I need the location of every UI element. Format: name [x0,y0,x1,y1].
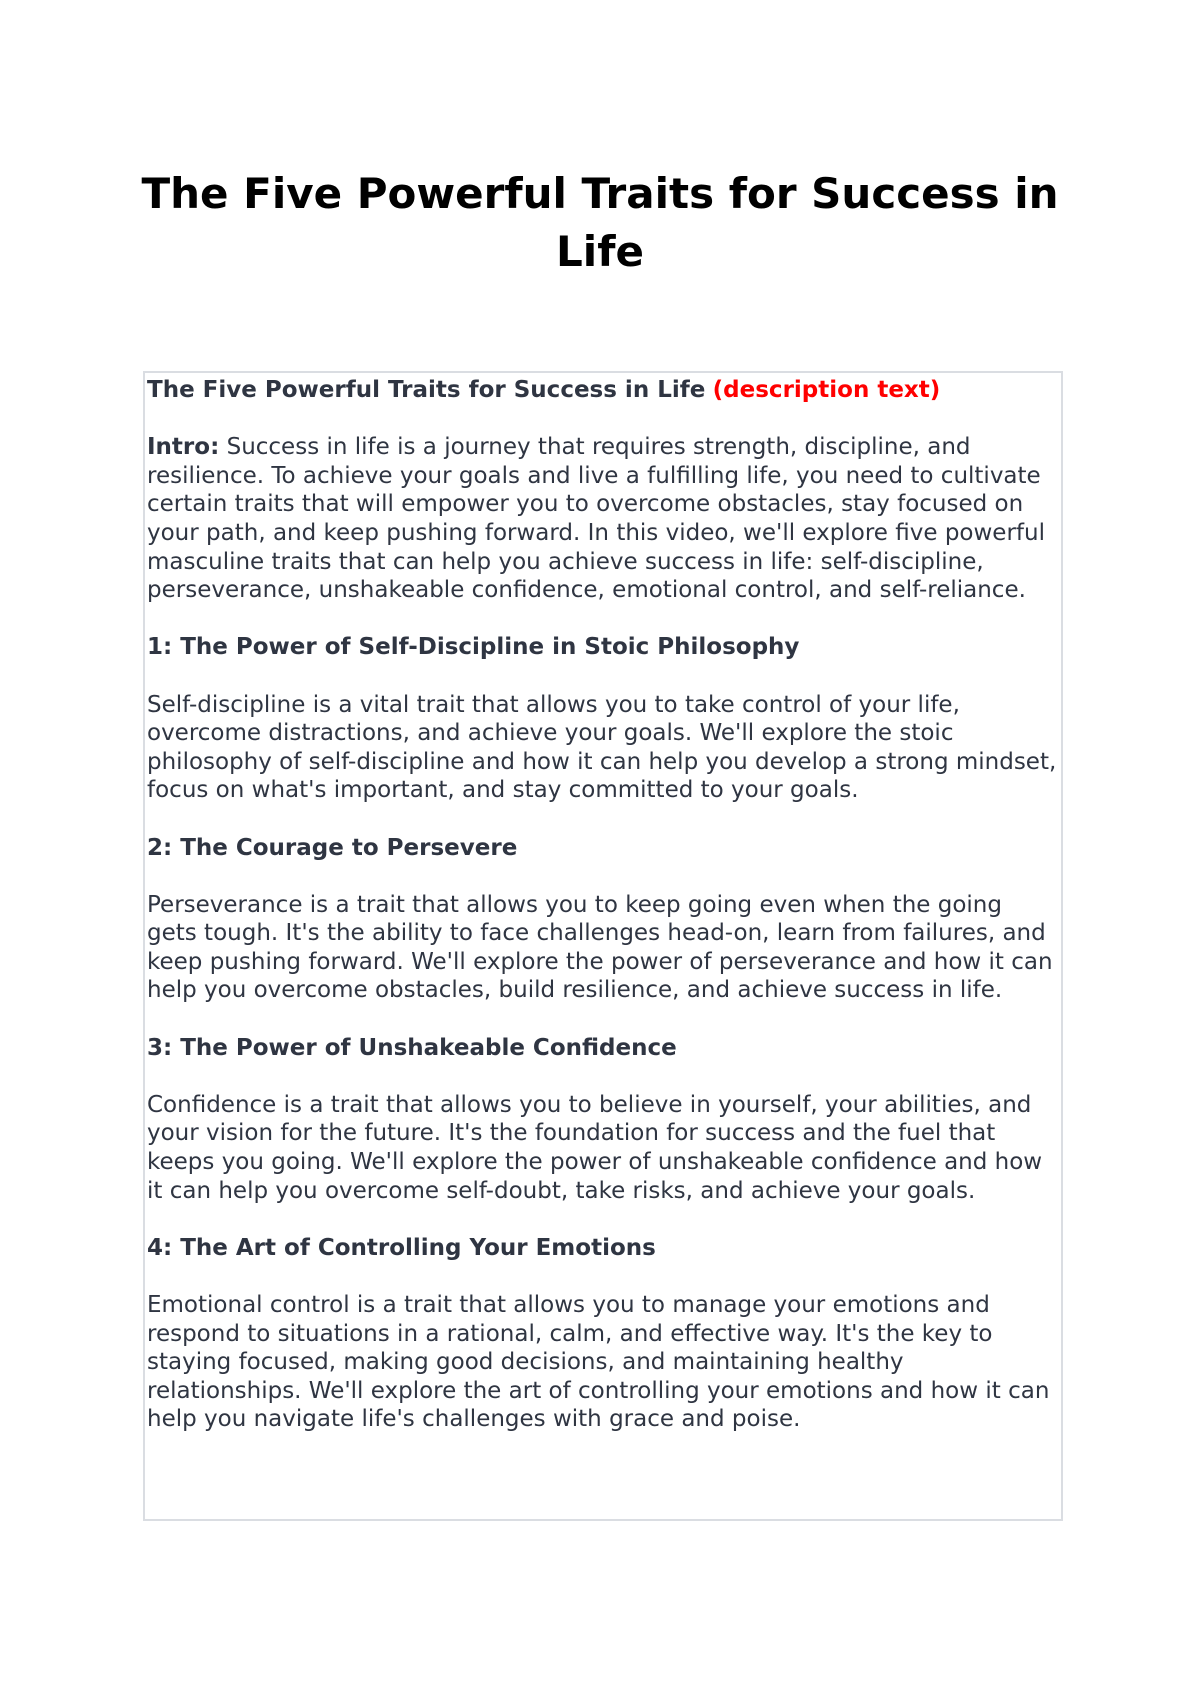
section-heading-persevere: 2: The Courage to Persevere [147,834,518,861]
section-body-confidence: Confidence is a trait that allows you to believe in yourself, your abilities, and your vision for the future. It's the foundation for success and the fuel that keeps you going. We'll explore the power of unshakeable confidence and how it can help you overcome self-doubt, take risks, and achieve your goals. [147,1091,1043,1204]
spacer [147,405,1059,434]
spacer [147,862,1059,891]
description-note: (description text) [712,377,941,403]
description-lead [147,376,1059,405]
spacer [147,1062,1059,1091]
section-heading-emotions: 4: The Art of Controlling Your Emotions [147,1234,656,1261]
section-body-persevere: Perseverance is a trait that allows you to keep going even when the going gets tough. It's the ability to face challenges head-on, learn from failures, and keep pushing forward. We'll explore the power of perseverance and how it can help you overcome obstacles, build resilience, and achieve success in life. [147,891,1053,1004]
section-heading-self-discipline: 1: The Power of Self-Discipline in Stoic Philosophy [147,634,800,661]
section-body-self-discipline: Self-discipline is a vital trait that allows you to take control of your life, overcome distractions, and achieve your goals. We'll explore the stoic philosophy of self-discipline and how it can help you develop a strong mindset, focus on what's important, and stay committed to your goals. [147,691,1057,804]
intro-paragraph [147,433,1059,605]
section-body-emotions: Emotional control is a trait that allows you to manage your emotions and respond to situations in a rational, calm, and effective way. It's the key to staying focused, making good decisions, and maintaining healthy relationships. We'll explore the art of controlling your emotions and how it can help you navigate life's challenges with grace and poise. [147,1292,1050,1433]
intro-text: Success in life is a journey that requires strength, discipline, and resilience. To achieve your goals and live a fulfilling life, you need to cultivate certain traits that will empower you to overcome obstacles, stay focused on your path, and keep pushing forward. In this video, we'll explore five powerful masculine traits that can help you achieve success in life: self-discipline, perseverance, unshakeable confidence, emotional control, and self-reliance. [147,434,1045,604]
spacer [147,662,1059,691]
spacer [147,1262,1059,1291]
spacer [147,605,1059,634]
spacer [147,805,1059,834]
description-lead-title: The Five Powerful Traits for Success in Life [147,377,706,403]
section-heading-confidence: 3: The Power of Unshakeable Confidence [147,1034,677,1061]
intro-label: Intro: [147,434,220,461]
page-title: The Five Powerful Traits for Success in Life [141,169,1059,276]
description-box [143,371,1063,1521]
spacer [147,1205,1059,1234]
spacer [147,1005,1059,1034]
